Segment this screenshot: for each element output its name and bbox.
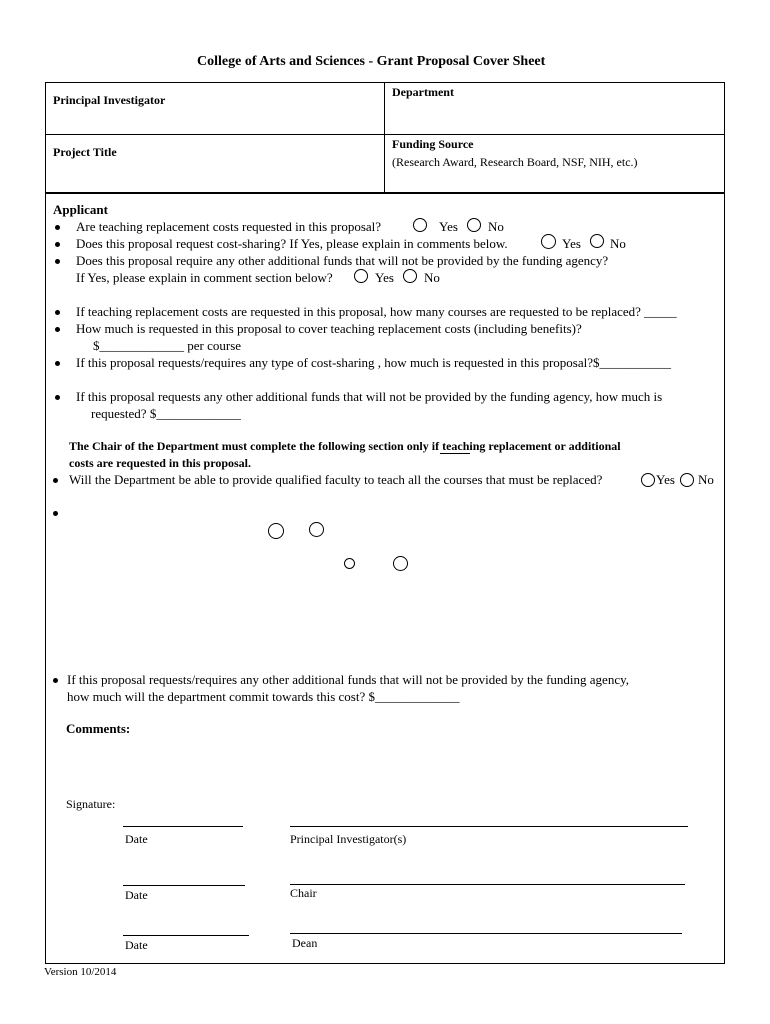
applicant-q3-line1: Does this proposal require any other additional funds that will not be provided by the funding agency? bbox=[76, 253, 609, 268]
applicant-q3-no-radio[interactable] bbox=[403, 269, 417, 283]
no-label: No bbox=[698, 472, 714, 487]
funding-source-label: Funding Source bbox=[392, 137, 474, 151]
applicant-heading: Applicant bbox=[53, 202, 108, 217]
chair-q1-yes-radio[interactable] bbox=[641, 473, 655, 487]
yes-label: Yes bbox=[562, 236, 581, 251]
applicant-q1: Are teaching replacement costs requested in this proposal? bbox=[76, 219, 382, 234]
bullet bbox=[53, 478, 58, 483]
funding-source-hint: (Research Award, Research Board, NSF, NIH, etc.) bbox=[392, 155, 638, 169]
project-title-label: Project Title bbox=[53, 145, 117, 159]
chair-q2-option-radio[interactable] bbox=[309, 522, 324, 537]
underline-only bbox=[440, 453, 470, 454]
yes-label: Yes bbox=[439, 219, 458, 234]
pi-signature-label: Principal Investigator(s) bbox=[290, 832, 407, 846]
chair-date-line[interactable] bbox=[123, 885, 245, 886]
bullet bbox=[55, 259, 60, 264]
bullet bbox=[53, 678, 58, 683]
dean-signature-line[interactable] bbox=[290, 933, 682, 934]
applicant-q2-yes-radio[interactable] bbox=[541, 234, 556, 249]
signature-label: Signature: bbox=[66, 797, 116, 811]
chair-heading-line1: The Chair of the Department must complete the following section only if teaching replacement or additional bbox=[69, 439, 621, 453]
bullet bbox=[55, 327, 60, 332]
yes-label: Yes bbox=[375, 270, 394, 285]
applicant-q3-line2: If Yes, please explain in comment section below? bbox=[76, 270, 333, 285]
header-divider-horizontal bbox=[45, 134, 725, 135]
dean-date-line[interactable] bbox=[123, 935, 249, 936]
chair-q3-line1: If this proposal requests/requires any other additional funds that will not be provided by the funding agency, bbox=[67, 672, 629, 687]
chair-q2-option-radio[interactable] bbox=[393, 556, 408, 571]
chair-signature-label: Chair bbox=[290, 886, 317, 900]
comments-label: Comments: bbox=[66, 721, 131, 736]
bullet bbox=[55, 225, 60, 230]
applicant-q7-line2: requested? $_____________ bbox=[91, 406, 241, 421]
applicant-q2-no-radio[interactable] bbox=[590, 234, 604, 248]
chair-q2-option-radio[interactable] bbox=[268, 523, 284, 539]
applicant-q3-yes-radio[interactable] bbox=[354, 269, 368, 283]
applicant-q2: Does this proposal request cost-sharing? If Yes, please explain in comments below. bbox=[76, 236, 508, 251]
department-label: Department bbox=[392, 85, 454, 99]
no-label: No bbox=[488, 219, 504, 234]
chair-signature-line[interactable] bbox=[290, 884, 685, 885]
chair-heading-line2: costs are requested in this proposal. bbox=[69, 456, 252, 470]
applicant-q1-no-radio[interactable] bbox=[467, 218, 481, 232]
principal-investigator-label: Principal Investigator bbox=[53, 93, 166, 107]
applicant-q7-line1: If this proposal requests any other additional funds that will not be provided by the funding agency, how much is bbox=[76, 389, 663, 404]
page-title: College of Arts and Sciences - Grant Proposal Cover Sheet bbox=[197, 54, 546, 69]
chair-q1-no-radio[interactable] bbox=[680, 473, 694, 487]
pi-signature-line[interactable] bbox=[290, 826, 688, 827]
chair-q2-option-radio[interactable] bbox=[344, 558, 355, 569]
applicant-q1-yes-radio[interactable] bbox=[413, 218, 427, 232]
no-label: No bbox=[424, 270, 440, 285]
version-label: Version 10/2014 bbox=[44, 966, 117, 978]
chair-date-label: Date bbox=[125, 888, 148, 902]
applicant-q5-line2: $_____________ per course bbox=[93, 338, 242, 353]
yes-label: Yes bbox=[656, 472, 675, 487]
applicant-q5-line1: How much is requested in this proposal to cover teaching replacement costs (including benefits)? bbox=[76, 321, 582, 336]
applicant-q4: If teaching replacement costs are requested in this proposal, how many courses are requested to be replaced? _____ bbox=[76, 304, 677, 319]
no-label: No bbox=[610, 236, 626, 251]
header-divider-vertical bbox=[384, 82, 385, 193]
bullet bbox=[55, 395, 60, 400]
dean-date-label: Date bbox=[125, 938, 148, 952]
bullet bbox=[53, 511, 58, 516]
applicant-q6: If this proposal requests/requires any type of cost-sharing , how much is requested in this proposal?$___________ bbox=[76, 355, 671, 370]
chair-q3-line2: how much will the department commit towards this cost? $_____________ bbox=[67, 689, 460, 704]
bullet bbox=[55, 361, 60, 366]
bullet bbox=[55, 242, 60, 247]
pi-date-line[interactable] bbox=[123, 826, 243, 827]
chair-q1: Will the Department be able to provide qualified faculty to teach all the courses that must be replaced? bbox=[69, 472, 603, 487]
pi-date-label: Date bbox=[125, 832, 148, 846]
dean-signature-label: Dean bbox=[292, 936, 318, 950]
bullet bbox=[55, 310, 60, 315]
